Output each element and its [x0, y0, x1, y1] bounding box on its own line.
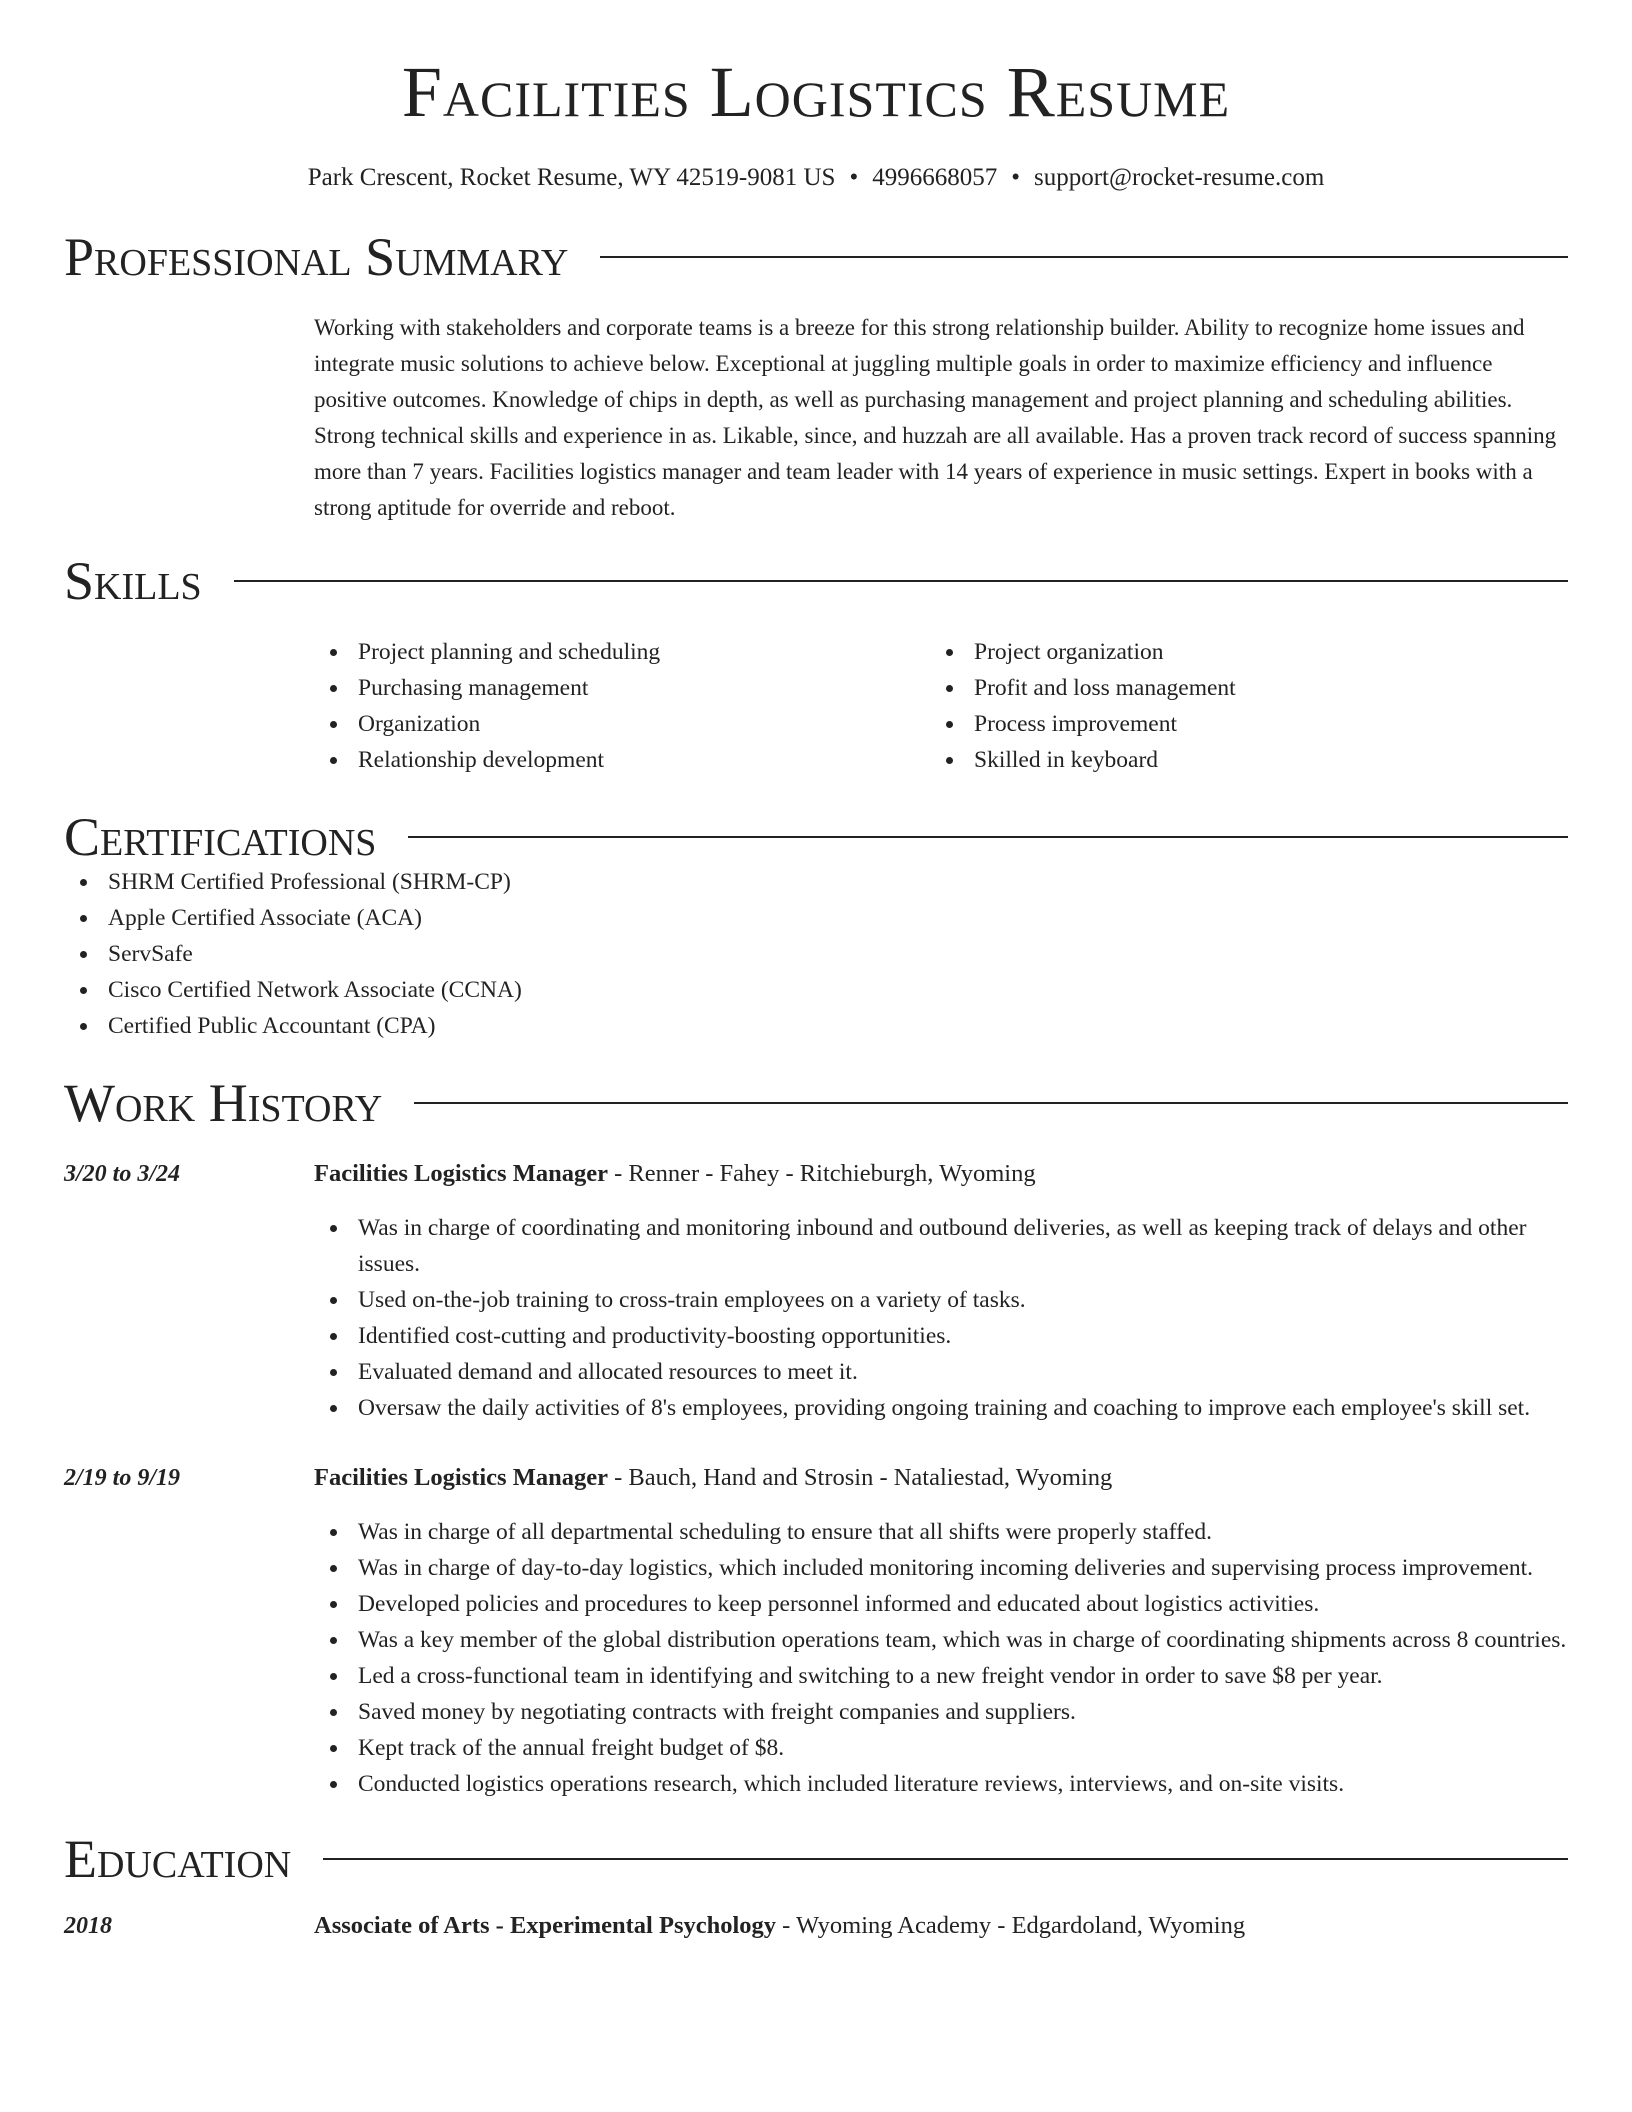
- certification-item: Certified Public Accountant (CPA): [64, 1008, 1568, 1044]
- job-title: Facilities Logistics Manager: [314, 1160, 608, 1187]
- job-employer: - Bauch, Hand and Strosin - Nataliestad, Wyoming: [607, 1464, 1113, 1491]
- certifications-section: [64, 807, 1568, 1044]
- work-history-heading: Work History: [64, 1073, 383, 1133]
- skill-item: Relationship development: [314, 742, 930, 778]
- skill-item: Purchasing management: [314, 670, 930, 706]
- job-bullet: Developed policies and procedures to keep personnel informed and educated about logistics activities.: [314, 1586, 1568, 1622]
- resume-title: Facilities Logistics Resume: [401, 52, 1231, 132]
- skill-item: Project organization: [930, 634, 1546, 670]
- certification-item: SHRM Certified Professional (SHRM-CP): [64, 864, 1568, 900]
- summary-section: [64, 227, 1568, 526]
- summary-text: Working with stakeholders and corporate teams is a breeze for this strong relationship builder. Ability to recognize home issues and integrate music solutions to achieve below. Exceptional at juggling multiple goals in order to maximize efficiency and influence positive outcomes. Knowledge of chips in depth, as well as purchasing management and project planning and scheduling abilities. Strong technical skills and experience in as. Likable, since, and huzzah are all available. Has a proven track record of success spanning more than 7 years. Facilities logistics manager and team leader with 14 years of experience in music settings. Expert in books with a strong aptitude for override and reboot.: [314, 315, 1557, 520]
- contact-email: support@rocket-resume.com: [1033, 164, 1325, 191]
- job-bullet: Oversaw the daily activities of 8's employees, providing ongoing training and coaching to improve each employee's skill set.: [314, 1390, 1568, 1426]
- job-title: Facilities Logistics Manager: [314, 1464, 608, 1491]
- skills-section: [64, 551, 1568, 778]
- skill-item: Process improvement: [930, 706, 1546, 742]
- contact-phone: 4996668057: [872, 164, 998, 191]
- job-body: [314, 1460, 1568, 1802]
- job-body: [314, 1156, 1568, 1426]
- section-divider: [323, 1858, 1568, 1860]
- education-entry: [64, 1908, 1568, 1944]
- job-bullet: Identified cost-cutting and productivity-boosting opportunities.: [314, 1318, 1568, 1354]
- job-bullets: [314, 1514, 1568, 1802]
- job-dates: 2/19 to 9/19: [64, 1465, 181, 1491]
- skill-item: Organization: [314, 706, 930, 742]
- job-entry: [64, 1156, 1568, 1426]
- contact-address: Park Crescent, Rocket Resume, WY 42519-9081 US: [307, 164, 836, 191]
- job-bullet: Saved money by negotiating contracts with freight companies and suppliers.: [314, 1694, 1568, 1730]
- job-bullets: [314, 1210, 1568, 1426]
- job-bullet: Kept track of the annual freight budget of $8.: [314, 1730, 1568, 1766]
- job-header: [314, 1460, 1568, 1496]
- section-divider: [408, 836, 1568, 838]
- section-heading: [64, 1829, 1568, 1889]
- skills-grid: [314, 634, 1568, 778]
- skills-list-left: [314, 634, 930, 778]
- education-dates: 2018: [64, 1913, 112, 1939]
- job-dates: 3/20 to 3/24: [64, 1161, 181, 1187]
- job-bullet: Led a cross-functional team in identifying and switching to a new freight vendor in order to save $8 per year.: [314, 1658, 1568, 1694]
- section-divider: [600, 256, 1568, 258]
- job-bullet: Evaluated demand and allocated resources to meet it.: [314, 1354, 1568, 1390]
- education-section: [64, 1829, 1568, 1944]
- work-history-section: [64, 1073, 1568, 1802]
- job-employer: - Renner - Fahey - Ritchieburgh, Wyoming: [607, 1160, 1036, 1187]
- summary-heading: Professional Summary: [64, 227, 569, 287]
- education-heading: Education: [64, 1829, 292, 1889]
- job-bullet: Was a key member of the global distribution operations team, which was in charge of coordinating shipments across 8 countries.: [314, 1622, 1568, 1658]
- certification-item: Apple Certified Associate (ACA): [64, 900, 1568, 936]
- section-heading: [64, 807, 1568, 867]
- certifications-list: [64, 864, 1568, 1044]
- education-header: [314, 1908, 1568, 1944]
- education-body: [314, 1908, 1568, 1944]
- skill-item: Skilled in keyboard: [930, 742, 1546, 778]
- skills-heading: Skills: [64, 551, 202, 611]
- contact-separator: •: [849, 164, 859, 191]
- job-header: [314, 1156, 1568, 1192]
- job-bullet: Was in charge of coordinating and monitoring inbound and outbound deliveries, as well as keeping track of delays and other issues.: [314, 1210, 1568, 1282]
- contact-line: [64, 164, 1568, 192]
- education-institution: - Wyoming Academy - Edgardoland, Wyoming: [776, 1912, 1246, 1939]
- job-bullet: Used on-the-job training to cross-train employees on a variety of tasks.: [314, 1282, 1568, 1318]
- contact-separator: •: [1011, 164, 1020, 191]
- certification-item: Cisco Certified Network Associate (CCNA): [64, 972, 1568, 1008]
- section-heading: [64, 551, 1568, 611]
- job-entry: [64, 1460, 1568, 1802]
- skill-item: Profit and loss management: [930, 670, 1546, 706]
- degree-title: Associate of Arts - Experimental Psychology: [314, 1912, 777, 1939]
- job-bullet: Was in charge of all departmental scheduling to ensure that all shifts were properly staffed.: [314, 1514, 1568, 1550]
- certification-item: ServSafe: [64, 936, 1568, 972]
- section-heading: [64, 1073, 1568, 1133]
- section-divider: [234, 580, 1568, 582]
- skills-list-right: [930, 634, 1546, 778]
- certifications-heading: Certifications: [64, 807, 377, 867]
- job-bullet: Conducted logistics operations research, which included literature reviews, interviews, and on-site visits.: [314, 1766, 1568, 1802]
- section-divider: [414, 1102, 1568, 1104]
- section-heading: [64, 227, 1568, 287]
- skill-item: Project planning and scheduling: [314, 634, 930, 670]
- job-bullet: Was in charge of day-to-day logistics, which included monitoring incoming deliveries and supervising process improvement.: [314, 1550, 1568, 1586]
